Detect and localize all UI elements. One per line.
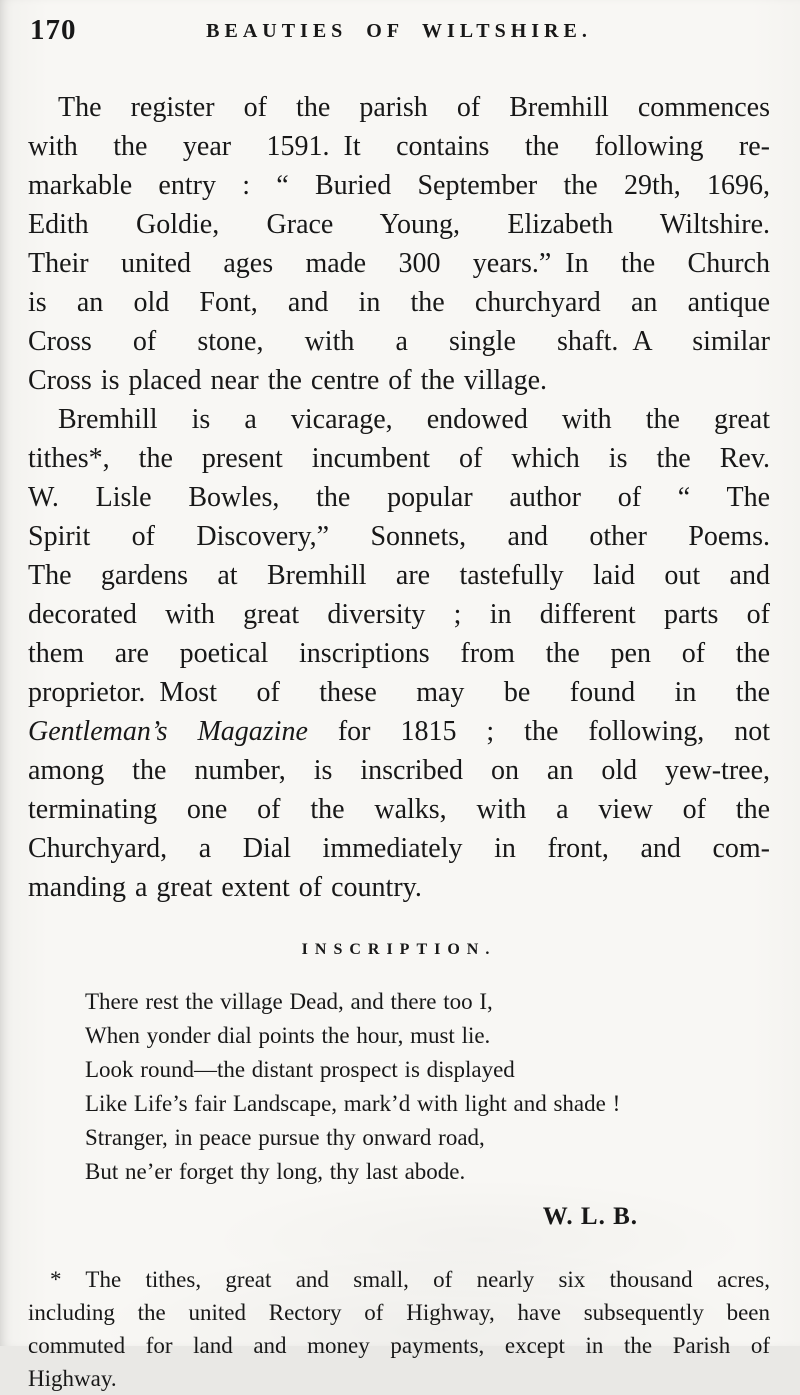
page-header [28,14,770,56]
text-line: is an old Font, and in the churchyard an antique [28,287,770,318]
text-line: Churchyard, a Dial immediately in front, and com- [28,833,770,864]
text-line: The register of the parish of Bremhill commences [58,92,770,123]
text-line: Their united ages made 300 years.” In the Church [28,248,770,279]
poem-line: Stranger, in peace pursue thy onward road, [85,1125,485,1150]
poem-line: When yonder dial points the hour, must lie. [85,1023,491,1048]
inscription-poem [28,985,770,1189]
paragraph-1 [28,88,770,400]
text-line: proprietor. Most of these may be found in the [28,677,770,708]
text-line: with the year 1591. It contains the following re- [28,131,770,162]
text-line: them are poetical inscriptions from the pen of the [28,638,770,669]
text-line: tithes*, the present incumbent of which is the Rev. [28,443,770,474]
inscription-heading: INSCRIPTION. [301,941,497,958]
text-line: Spirit of Discovery,” Sonnets, and other Poems. [28,521,770,552]
plain-text: for 1815 ; the following, not [307,716,770,747]
poem-signature: W. L. B. [542,1203,638,1230]
text-line: terminating one of the walks, with a view of the [28,794,770,825]
text-line: Bremhill is a vicarage, endowed with the great [58,404,770,435]
text-line: The gardens at Bremhill are tastefully laid out and [28,560,770,591]
text-line: markable entry : “ Buried September the 29th, 1696, [28,170,770,201]
footnote-line: commuted for land and money payments, except in the Parish of [28,1333,770,1358]
text-line: among the number, is inscribed on an old yew-tree, [28,755,770,786]
text-line: Cross is placed near the centre of the village. [28,365,548,396]
text-line [28,712,770,751]
poem-line: Look round—the distant prospect is displayed [85,1057,515,1082]
footnote-line: Highway. [28,1366,117,1391]
poem-line: Like Life’s fair Landscape, mark’d with light and shade ! [85,1091,621,1116]
poem-line: But ne’er forget thy long, thy last abode. [85,1159,466,1184]
main-text [28,88,770,907]
running-title: BEAUTIES OF WILTSHIRE. [206,20,592,42]
footnote-line: * The tithes, great and small, of nearly six thousand acres, [50,1267,770,1292]
text-line: Cross of stone, with a single shaft. A similar [28,326,770,357]
paragraph-2 [28,400,770,907]
text-line: W. Lisle Bowles, the popular author of “ The [28,482,770,513]
text-line: manding a great extent of country. [28,872,422,903]
italic-text: Gentleman’s Magazine [28,716,308,747]
text-line: Edith Goldie, Grace Young, Elizabeth Wiltshire. [28,209,770,240]
footnote-line: including the united Rectory of Highway, have subsequently been [28,1300,770,1325]
text-line: decorated with great diversity ; in different parts of [28,599,770,630]
poem-line: There rest the village Dead, and there too I, [85,989,493,1014]
page-number: 170 [30,14,77,46]
footnote [28,1263,770,1395]
